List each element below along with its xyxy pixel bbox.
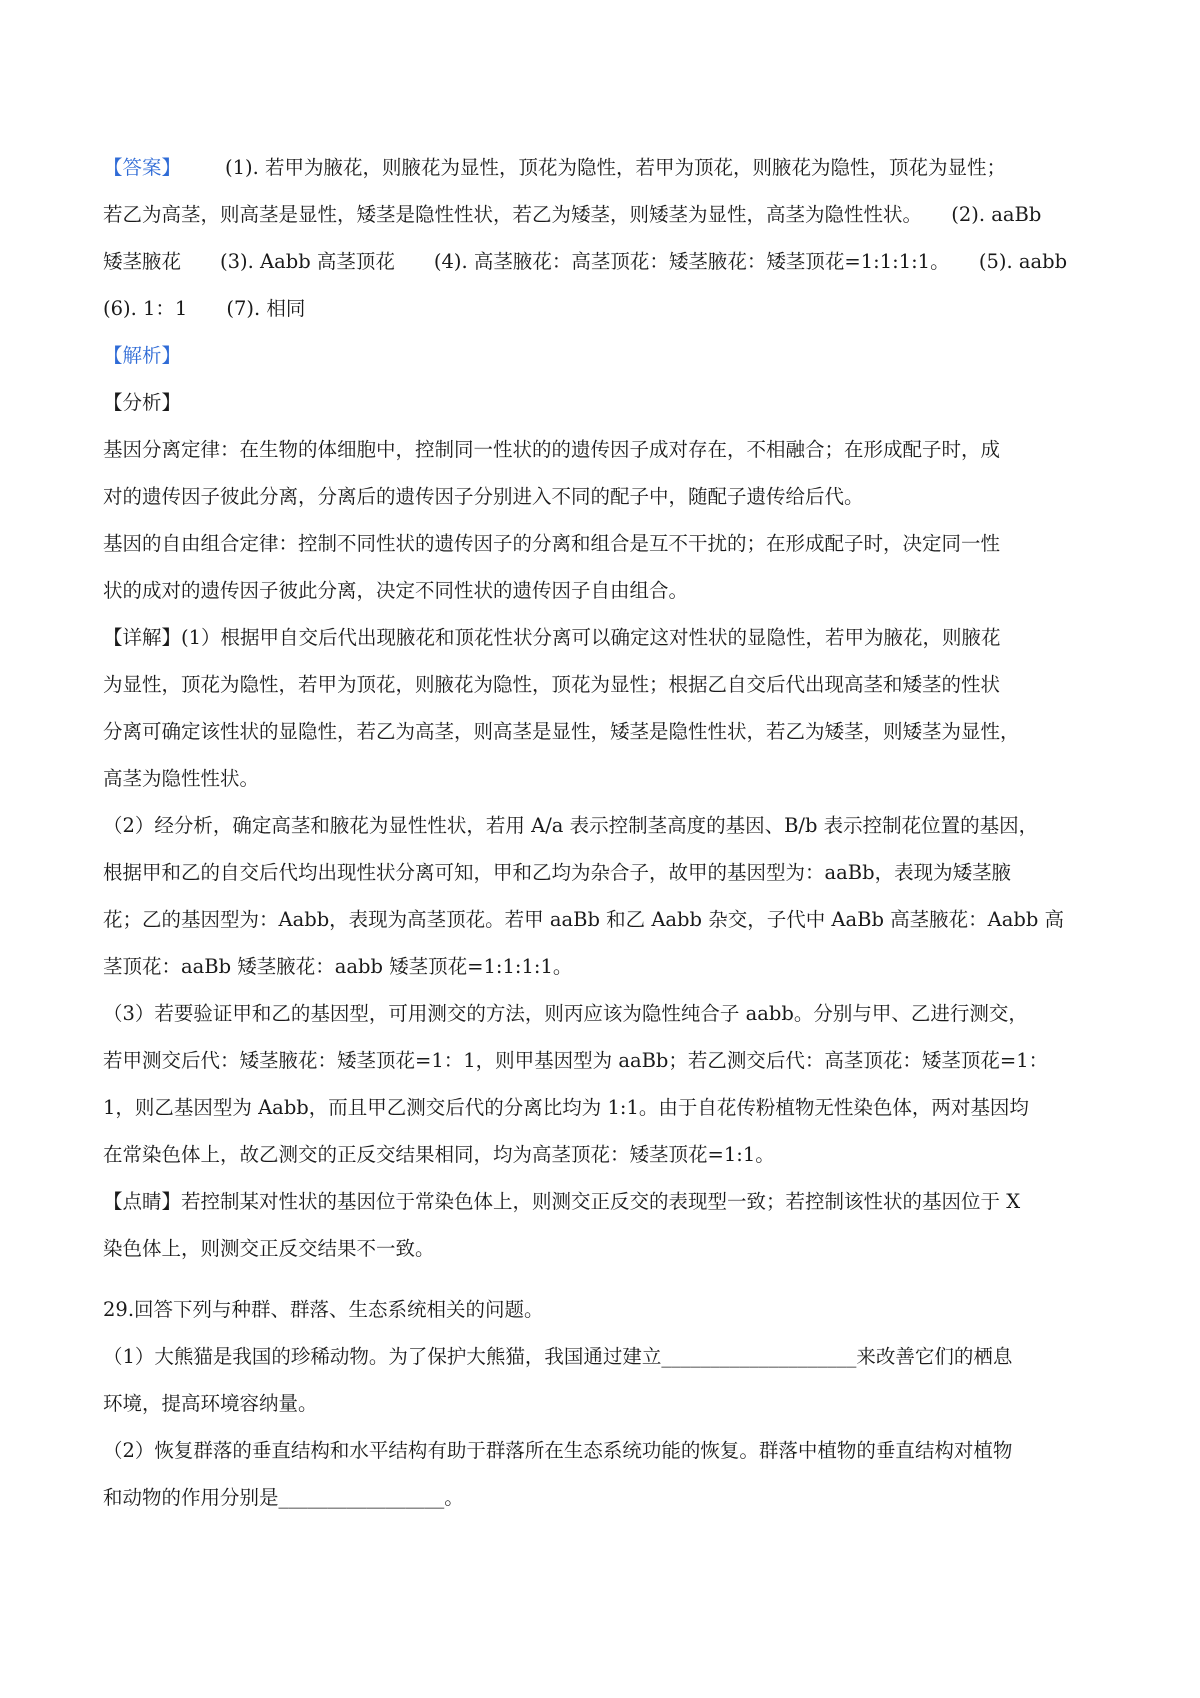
detail-line-4: 高茎为隐性性状。 — [103, 767, 260, 790]
analysis-line-2: 对的遗传因子彼此分离，分离后的遗传因子分别进入不同的配子中，随配子遗传给后代。 — [103, 485, 864, 508]
detail-line-2: 为显性，顶花为隐性，若甲为顶花，则腋花为隐性，顶花为显性；根据乙自交后代出现高茎和矮茎的性状 — [103, 673, 1001, 696]
question-line-1: （1）大熊猫是我国的珍稀动物。为了保护大熊猫，我国通过建立____________________来改善它们的栖息 — [103, 1345, 1013, 1368]
question-title: 29.回答下列与种群、群落、生态系统相关的问题。 — [103, 1298, 544, 1321]
detail-line-1: 【详解】(1）根据甲自交后代出现腋花和顶花性状分离可以确定这对性状的显隐性，若甲为腋花，则腋花 — [103, 626, 1001, 649]
detail-line-3: 分离可确定该性状的显隐性，若乙为高茎，则高茎是显性，矮茎是隐性性状，若乙为矮茎，则矮茎为显性， — [103, 720, 1020, 743]
detail-line-12: 在常染色体上，故乙测交的正反交结果相同，均为高茎顶花：矮茎顶花=1:1。 — [103, 1143, 775, 1166]
answer-line-1 — [103, 152, 1100, 183]
detail-line-7: 花；乙的基因型为：Aabb，表现为高茎顶花。若甲 aaBb 和乙 Aabb 杂交，子代中 AaBb 高茎腋花：Aabb 高 — [103, 908, 1064, 931]
detail-line-5: （2）经分析，确定高茎和腋花为显性性状，若用 A/a 表示控制茎高度的基因、B/b 表示控制花位置的基因， — [103, 814, 1039, 837]
answer-line-2: 若乙为高茎，则高茎是显性，矮茎是隐性性状，若乙为矮茎，则矮茎为显性，高茎为隐性性状。 (2). aaBb — [103, 203, 1042, 226]
analysis-tag: 【解析】 — [103, 344, 182, 367]
question-line-4: 和动物的作用分别是_________________。 — [103, 1486, 464, 1509]
detail-line-11: 1，则乙基因型为 Aabb，而且甲乙测交后代的分离比均为 1:1。由于自花传粉植物无性染色体，两对基因均 — [103, 1096, 1029, 1119]
analysis-line-1: 基因分离定律：在生物的体细胞中，控制同一性状的的遗传因子成对存在，不相融合；在形成配子时，成 — [103, 438, 1001, 461]
detail-line-10: 若甲测交后代：矮茎腋花：矮茎顶花=1：1，则甲基因型为 aaBb；若乙测交后代：高茎顶花：矮茎顶花=1： — [103, 1049, 1049, 1072]
highlight-line-1: 【点睛】若控制某对性状的基因位于常染色体上，则测交正反交的表现型一致；若控制该性状的基因位于 X — [103, 1190, 1021, 1213]
answer-tag: 【答案】 — [103, 156, 182, 179]
detail-line-6: 根据甲和乙的自交后代均出现性状分离可知，甲和乙均为杂合子，故甲的基因型为：aaBb，表现为矮茎腋 — [103, 861, 1012, 884]
analysis-subtag: 【分析】 — [103, 391, 182, 414]
answer-text: (1). 若甲为腋花，则腋花为显性，顶花为隐性，若甲为顶花，则腋花为隐性，顶花为显性； — [225, 156, 1007, 179]
detail-line-9: （3）若要验证甲和乙的基因型，可用测交的方法，则丙应该为隐性纯合子 aabb。分别与甲、乙进行测交， — [103, 1002, 1028, 1025]
detail-line-8: 茎顶花：aaBb 矮茎腋花：aabb 矮茎顶花=1:1:1:1。 — [103, 955, 573, 978]
question-line-3: （2）恢复群落的垂直结构和水平结构有助于群落所在生态系统功能的恢复。群落中植物的垂直结构对植物 — [103, 1439, 1013, 1462]
answer-line-3: 矮茎腋花 (3). Aabb 高茎顶花 (4). 高茎腋花：高茎顶花：矮茎腋花：矮茎顶花=1:1:1:1。 (5). aabb — [103, 250, 1068, 273]
highlight-line-2: 染色体上，则测交正反交结果不一致。 — [103, 1237, 435, 1260]
analysis-line-3: 基因的自由组合定律：控制不同性状的遗传因子的分离和组合是互不干扰的；在形成配子时，决定同一性 — [103, 532, 1001, 555]
question-line-2: 环境，提高环境容纳量。 — [103, 1392, 318, 1415]
analysis-line-4: 状的成对的遗传因子彼此分离，决定不同性状的遗传因子自由组合。 — [103, 579, 689, 602]
answer-line-4: (6). 1：1 (7). 相同 — [103, 297, 306, 320]
